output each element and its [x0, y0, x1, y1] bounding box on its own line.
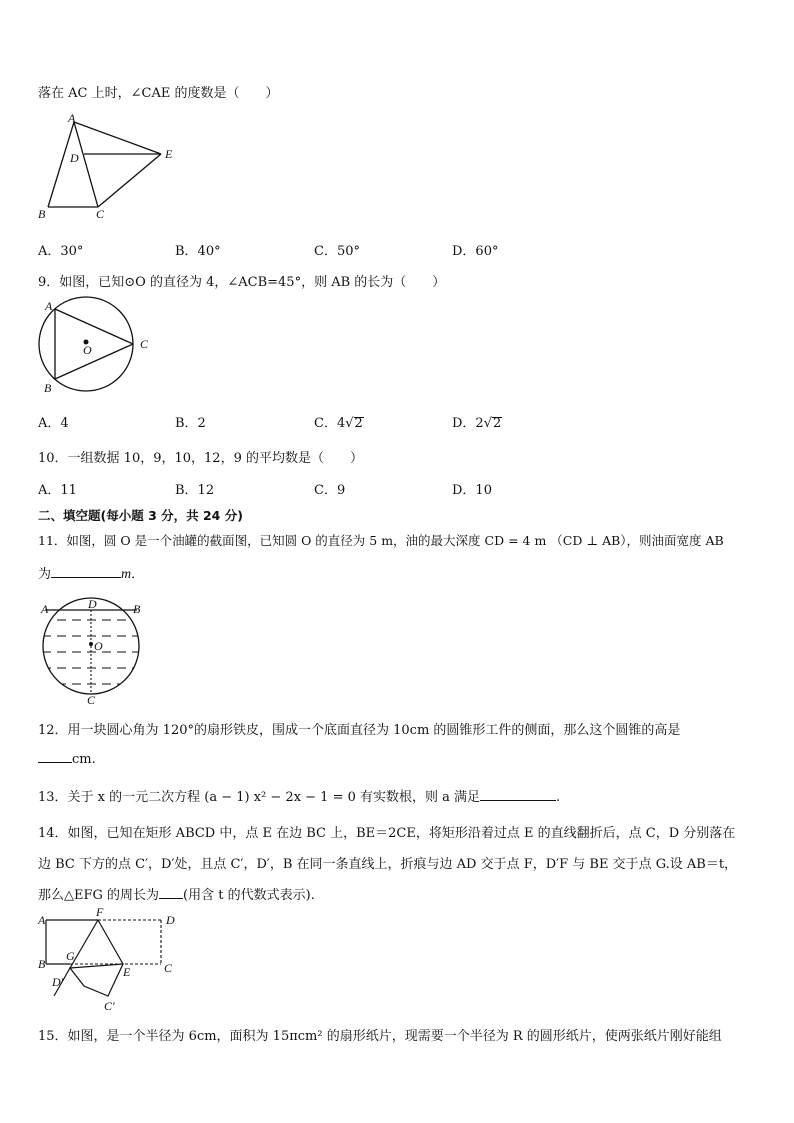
sqrt-icon: √	[483, 416, 492, 431]
q8-label-b: B	[38, 207, 46, 221]
q11-figure	[36, 596, 151, 706]
q14-stem-line3: 那么△EFG 的周长为 (用含 t 的代数式表示).	[38, 888, 315, 903]
q12-answer-blank[interactable]	[38, 750, 72, 763]
sqrt-icon: √	[345, 416, 354, 431]
q9-label-o: O	[83, 343, 92, 357]
q11-label-b: B	[133, 602, 141, 616]
q9-option-d[interactable]: D．2√2	[452, 416, 502, 431]
q10-stem: 10．一组数据 10，9，10，12，9 的平均数是（ ）	[38, 451, 363, 466]
q14-label-c: C	[164, 961, 173, 975]
q13-answer-blank[interactable]	[480, 788, 556, 801]
q11-stem-line2: 为 m．	[38, 567, 145, 582]
q14-answer-blank[interactable]	[159, 886, 183, 899]
q14-label-e: E	[123, 965, 131, 979]
q9-option-b[interactable]: B．2	[175, 416, 206, 431]
q8-option-b[interactable]: B．40°	[175, 244, 221, 259]
q8-label-c: C	[96, 207, 105, 221]
q14-stem-line1: 14．如图，已知在矩形 ABCD 中，点 E 在边 BC 上，BE＝2CE，将矩形沿着过点 E 的直线翻折后，点 C，D 分别落在	[38, 826, 736, 841]
q10-option-b[interactable]: B．12	[175, 483, 215, 498]
q10-option-c[interactable]: C．9	[314, 483, 346, 498]
q8-label-a: A	[68, 111, 76, 125]
q11-stem-line1: 11．如图，圆 O 是一个油罐的截面图，已知圆 O 的直径为 5 m，油的最大深度 CD = 4 m （CD ⊥ AB），则油面宽度 AB	[38, 533, 724, 548]
q14-label-g: G	[66, 949, 75, 963]
q11-label-d: D	[88, 597, 97, 611]
q11-label-o: O	[94, 639, 103, 653]
q10-option-a[interactable]: A．11	[38, 483, 77, 498]
q8-option-d[interactable]: D．60°	[452, 244, 499, 259]
q8-option-a[interactable]: A．30°	[38, 244, 84, 259]
q9-figure	[36, 296, 161, 396]
q14-label-c-prime: C′	[104, 999, 115, 1013]
q8-figure	[36, 112, 186, 222]
q9-option-a[interactable]: A．4	[38, 416, 69, 431]
q9-stem: 9．如图，已知⊙O 的直径为 4，∠ACB=45°，则 AB 的长为（ ）	[38, 275, 446, 290]
q14-label-b: B	[38, 957, 46, 971]
q11-answer-blank[interactable]	[51, 565, 121, 578]
q9-option-c[interactable]: C．4√2	[314, 416, 363, 431]
q14-label-d: D	[166, 913, 175, 927]
q14-label-d-prime: D′	[52, 975, 64, 989]
q11-label-c: C	[87, 693, 96, 707]
q12-stem-line1: 12．用一块圆心角为 120°的扇形铁皮，围成一个底面直径为 10cm 的圆锥形工件的侧面，那么这个圆锥的高是	[38, 723, 681, 738]
q15-stem: 15．如图，是一个半径为 6cm，面积为 15πcm² 的扇形纸片，现需要一个半径为 R 的圆形纸片，使两张纸片刚好能组	[38, 1029, 722, 1044]
q13-stem: 13．关于 x 的一元二次方程 (a − 1) x² − 2x − 1 = 0 有实数根，则 a 满足 .	[38, 790, 561, 805]
q14-stem-line2: 边 BC 下方的点 C′，D′处，且点 C′，D′，B 在同一条直线上，折痕与边 AD 交于点 F，D′F 与 BE 交于点 G.设 AB＝t，	[38, 857, 738, 872]
q8-label-d: D	[70, 151, 79, 165]
q11-label-a: A	[41, 602, 49, 616]
q14-label-f: F	[96, 905, 104, 919]
q8-stem-tail: 落在 AC 上时，∠CAE 的度数是（ ）	[38, 86, 279, 101]
q8-label-e: E	[165, 147, 173, 161]
q12-stem-line2: cm.	[38, 750, 96, 767]
q14-label-a: A	[38, 913, 46, 927]
section-heading-fill-in: 二、填空题(每小题 3 分，共 24 分)	[38, 508, 243, 523]
q8-option-c[interactable]: C．50°	[314, 244, 360, 259]
q14-figure	[36, 905, 186, 1018]
q9-label-a: A	[45, 299, 53, 313]
q10-option-d[interactable]: D．10	[452, 483, 492, 498]
q9-label-b: B	[44, 381, 52, 395]
q9-label-c: C	[140, 337, 149, 351]
